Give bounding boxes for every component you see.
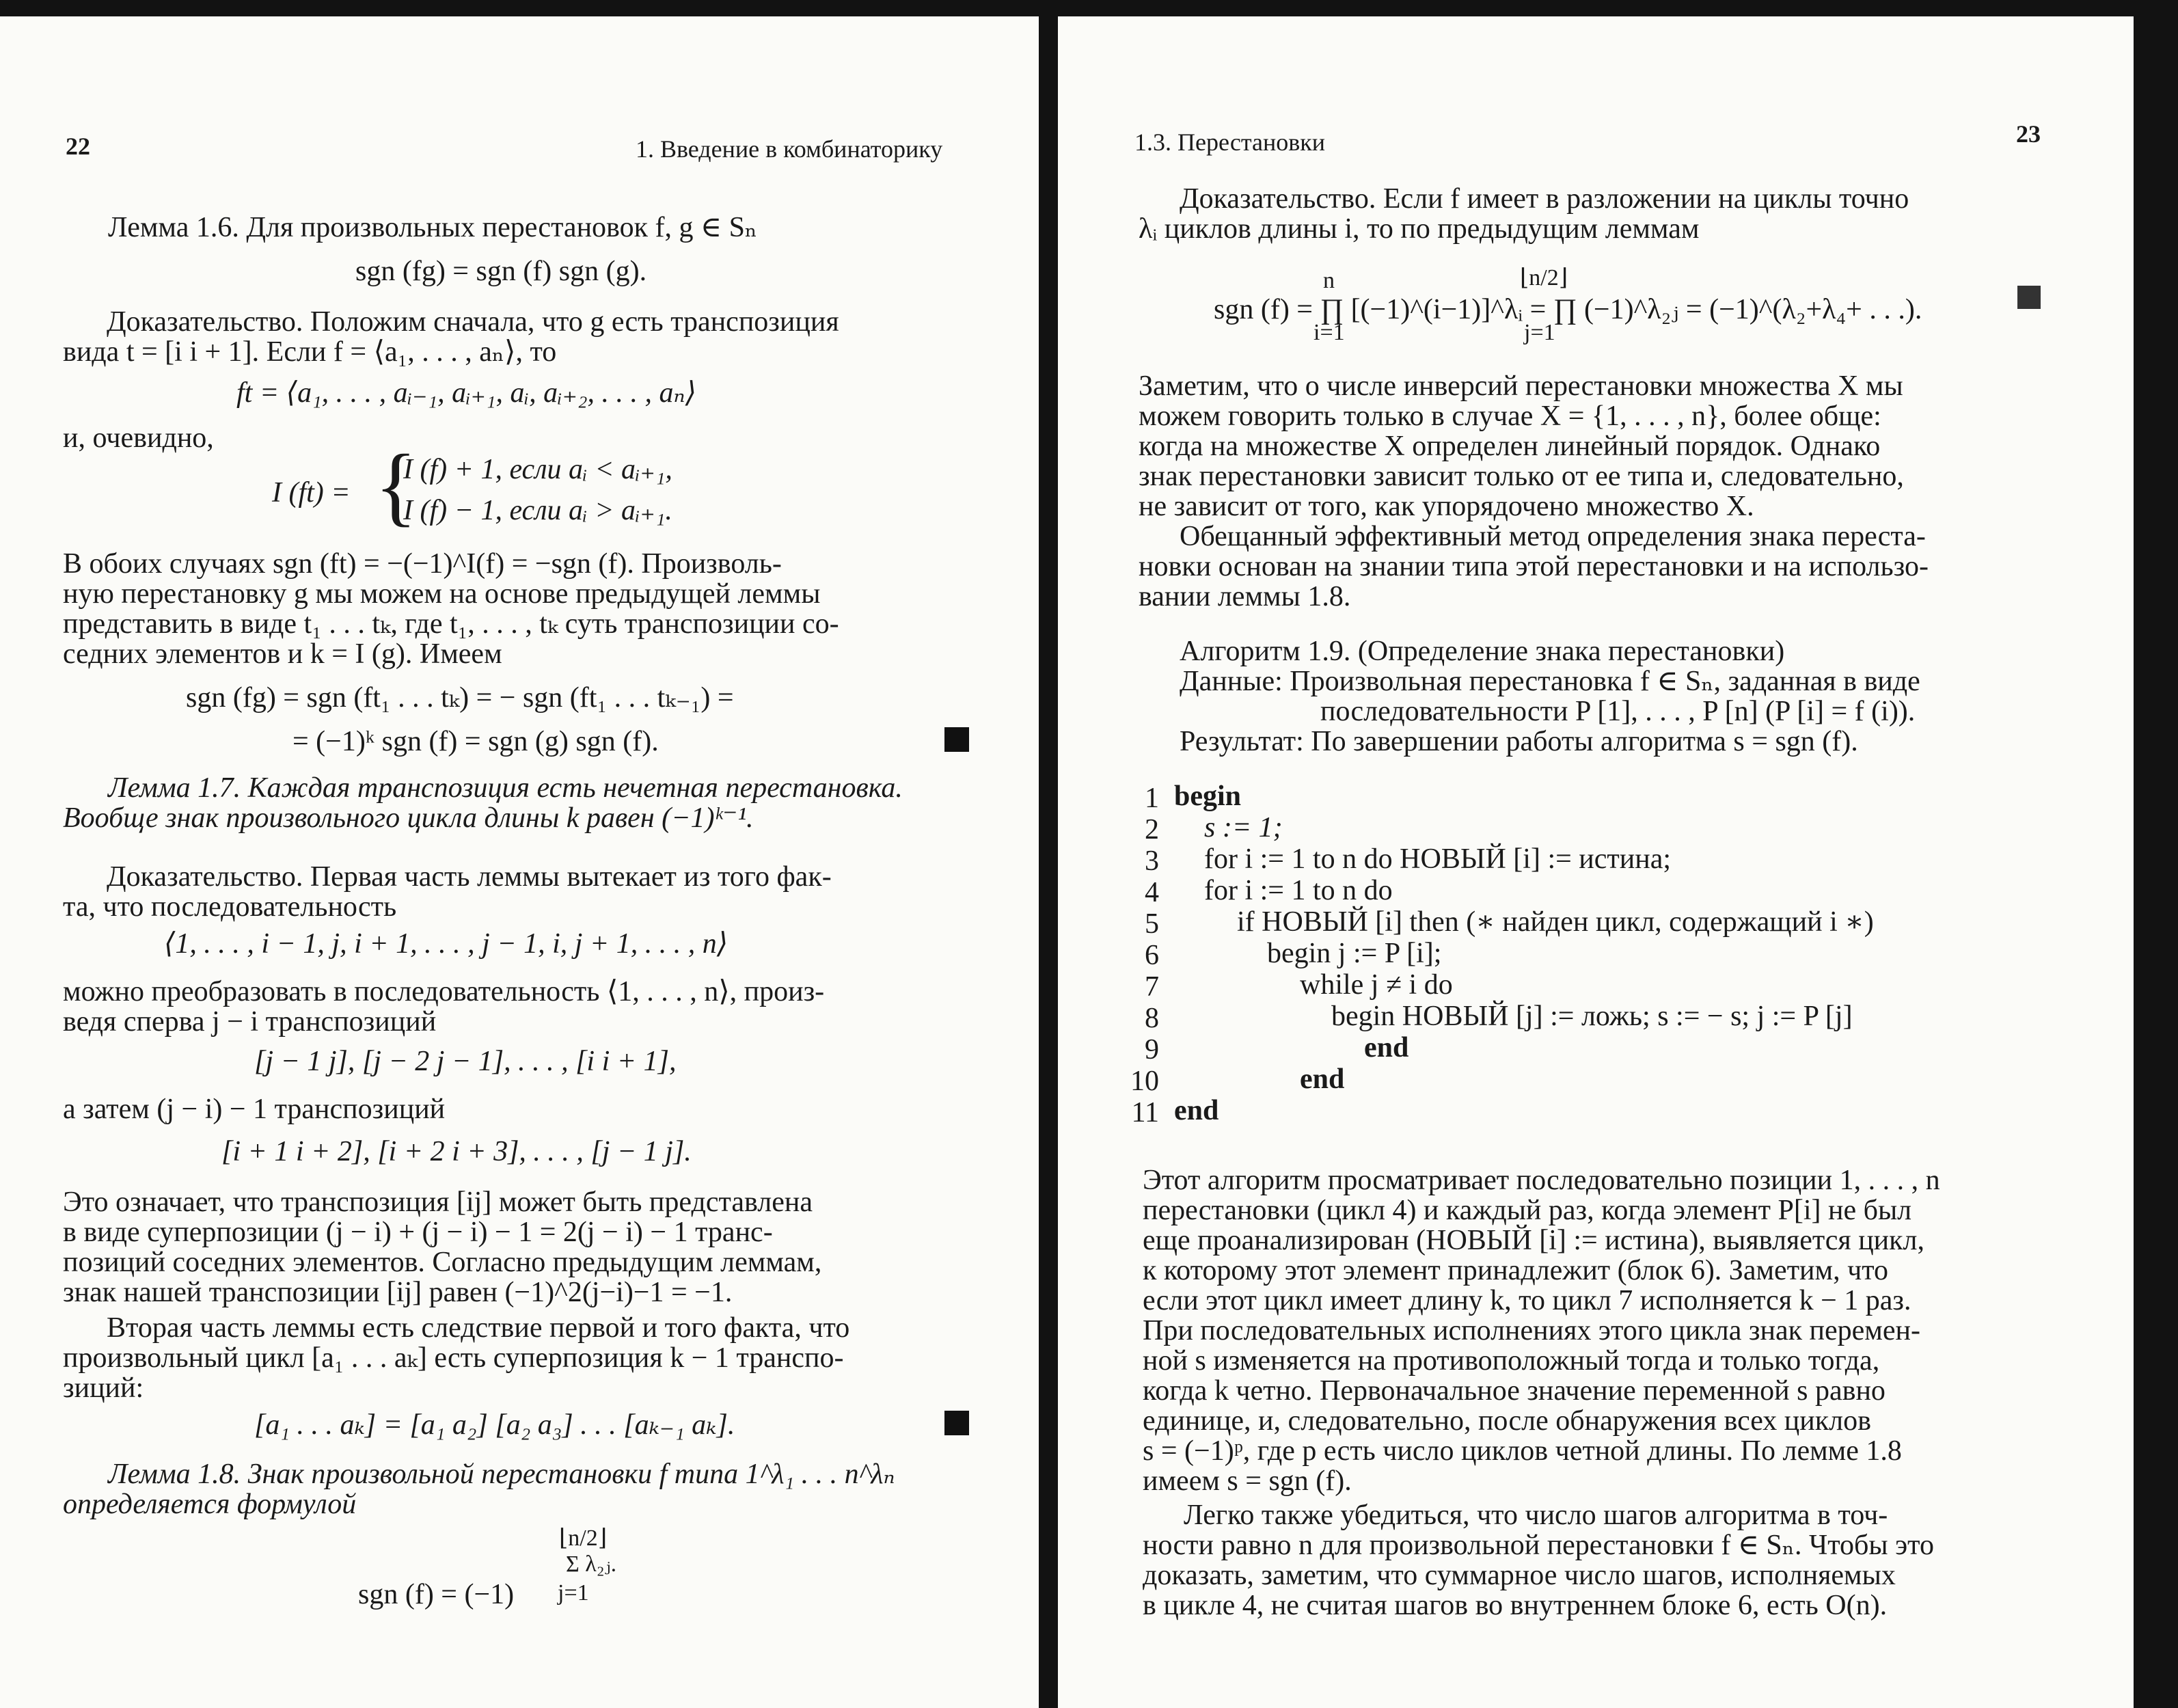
text-line: зиций: <box>63 1372 144 1404</box>
text-line: знак перестановки зависит только от ее типа и, следовательно, <box>1139 461 1904 492</box>
text-line: Вообще знак произвольного цикла длины k равен (−1)ᵏ⁻¹. <box>63 802 754 834</box>
formula: sgn (fg) = sgn (f) sgn (g). <box>355 256 647 287</box>
formula: = (−1)ᵏ sgn (f) = sgn (g) sgn (f). <box>292 726 659 757</box>
algorithm-input-cont: последовательности P [1], . . . , P [n] (P [i] = f (i)). <box>1320 696 1916 727</box>
algorithm-title: Алгоритм 1.9. (Определение знака перестановки) <box>1180 636 1785 667</box>
page-number: 23 <box>2016 120 2041 148</box>
line-number: 11 <box>1131 1097 1159 1128</box>
algorithm-input: Данные: Произвольная перестановка f ∈ Sₙ, заданная в виде <box>1180 666 1920 697</box>
line-number: 4 <box>1145 877 1159 908</box>
formula: ⟨1, . . . , i − 1, j, i + 1, . . . , j − 1, i, j + 1, . . . , n⟩ <box>164 928 729 960</box>
sum-lower: j=1 <box>558 1580 589 1605</box>
text-line: вании леммы 1.8. <box>1139 581 1351 612</box>
text-line: ведя сперва j − i транспозиций <box>63 1006 437 1038</box>
code-line: end <box>1300 1063 1345 1095</box>
text-line: можем говорить только в случае X = {1, . . . , n}, более обще: <box>1139 401 1881 432</box>
text-line: λᵢ циклов длины i, то по предыдущим леммам <box>1139 213 1700 245</box>
formula-case: I (f) − 1, если aᵢ > aᵢ₊₁. <box>403 495 672 526</box>
line-number: 8 <box>1145 1003 1159 1034</box>
line-number: 10 <box>1130 1066 1159 1097</box>
code-line: if НОВЫЙ [i] then (∗ найден цикл, содержащий i ∗) <box>1237 906 1874 938</box>
line-number: 7 <box>1145 971 1159 1003</box>
text-line: перестановки (цикл 4) и каждый раз, когда элемент P[i] не был <box>1143 1195 1912 1226</box>
formula: [a₁ . . . aₖ] = [a₁ a₂] [a₂ a₃] . . . [aₖ₋₁ aₖ]. <box>254 1409 735 1441</box>
qed-mark <box>944 727 969 752</box>
text-line: Это означает, что транспозиция [ij] может быть представлена <box>63 1187 813 1218</box>
qed-mark <box>944 1411 969 1435</box>
prod-lower: j=1 <box>1524 320 1555 345</box>
text-line: Доказательство. Если f имеет в разложении на циклы точно <box>1180 183 1909 215</box>
text-line: вида t = [i i + 1]. Если f = ⟨a₁, . . . , aₙ⟩, то <box>63 336 557 368</box>
line-number: 3 <box>1145 845 1159 877</box>
text-line: Обещанный эффективный метод определения знака переста- <box>1180 521 1926 552</box>
text-line: к которому этот элемент принадлежит (блок 6). Заметим, что <box>1143 1255 1889 1286</box>
text-line: та, что последовательность <box>63 891 397 923</box>
text-line: Заметим, что о числе инверсий перестановки множества X мы <box>1139 370 1903 402</box>
text-line: в цикле 4, не считая шагов во внутреннем блоке 6, есть O(n). <box>1143 1590 1888 1621</box>
text-line: новки основан на знании типа этой перестановки и на использо- <box>1139 551 1929 582</box>
prod-upper: ⌊n/2⌋ <box>1520 265 1568 290</box>
text-line: когда на множестве X определен линейный порядок. Однако <box>1139 431 1881 462</box>
text-line: единице, и, следовательно, после обнаружения всех циклов <box>1143 1405 1871 1437</box>
text-line: ной s изменяется на противоположный тогда и только тогда, <box>1143 1345 1880 1377</box>
formula: sgn (f) = (−1) <box>358 1579 515 1610</box>
code-line: for i := 1 to n do НОВЫЙ [i] := истина; <box>1204 843 1672 875</box>
formula: [i + 1 i + 2], [i + 2 i + 3], . . . , [j − 1 j]. <box>221 1136 692 1167</box>
code-line: s := 1; <box>1204 812 1283 843</box>
text-line: доказать, заметим, что суммарное число шагов, исполняемых <box>1143 1560 1896 1591</box>
lemma-1-6: Лемма 1.6. Для произвольных перестановок f, g ∈ Sₙ <box>108 212 758 243</box>
text-line: s = (−1)ᵖ, где p есть число циклов четной длины. По лемме 1.8 <box>1143 1435 1902 1467</box>
line-number: 2 <box>1145 814 1159 845</box>
sum-upper: ⌊n/2⌋ <box>559 1526 607 1551</box>
line-number: 1 <box>1145 783 1159 814</box>
running-head: 1. Введение в комбинаторику <box>636 135 943 163</box>
text-line: определяется формулой <box>63 1489 357 1520</box>
sum-exponent: Σ λ₂ⱼ. <box>566 1551 617 1577</box>
text-line: если этот цикл имеет длину k, то цикл 7 исполняется k − 1 раз. <box>1143 1285 1911 1316</box>
text-line: представить в виде t₁ . . . tₖ, где t₁, . . . , tₖ суть транспозиции со- <box>63 608 839 640</box>
line-number: 5 <box>1145 908 1159 940</box>
page-number: 22 <box>66 133 90 160</box>
text-line: При последовательных исполнениях этого цикла знак перемен- <box>1143 1315 1920 1346</box>
text-line: позиций соседних элементов. Согласно предыдущим леммам, <box>63 1247 822 1278</box>
lemma-1-7: Лемма 1.7. Каждая транспозиция есть нечетная перестановка. <box>108 772 903 804</box>
text-line: Доказательство. Положим сначала, что g есть транспозиция <box>107 306 839 338</box>
prod-lower: i=1 <box>1313 320 1345 345</box>
text-line: Вторая часть леммы есть следствие первой и того факта, что <box>107 1312 850 1344</box>
right-page <box>1058 16 2134 1708</box>
text-line: знак нашей транспозиции [ij] равен (−1)^2(j−i)−1 = −1. <box>63 1277 733 1308</box>
code-line: end <box>1174 1095 1219 1126</box>
code-line: begin <box>1174 781 1242 812</box>
code-line: begin НОВЫЙ [j] := ложь; s := − s; j := P [j] <box>1331 1001 1853 1032</box>
code-line: while j ≠ i do <box>1300 969 1453 1001</box>
formula-lhs: I (ft) = <box>272 477 351 509</box>
code-line: for i := 1 to n do <box>1204 875 1393 906</box>
line-number: 6 <box>1145 940 1159 971</box>
brace: { <box>375 437 418 535</box>
text-line: имеем s = sgn (f). <box>1143 1465 1352 1497</box>
text-line: Этот алгоритм просматривает последовательно позиции 1, . . . , n <box>1143 1165 1940 1196</box>
text-line: произвольный цикл [a₁ . . . aₖ] есть суперпозиция k − 1 транспо- <box>63 1342 844 1374</box>
formula: [j − 1 j], [j − 2 j − 1], . . . , [i i + 1], <box>254 1046 677 1077</box>
formula: sgn (f) = ∏ [(−1)^(i−1)]^λᵢ = ∏ (−1)^λ₂ⱼ = (−1)^(λ₂+λ₄+ . . .). <box>1214 294 1922 325</box>
text-line: ную перестановку g мы можем на основе предыдущей леммы <box>63 578 821 610</box>
text-line: не зависит от того, как упорядочено множество X. <box>1139 491 1754 522</box>
text-line: в виде суперпозиции (j − i) + (j − i) − 1 = 2(j − i) − 1 транс- <box>63 1217 773 1248</box>
text-line: В обоих случаях sgn (ft) = −(−1)^I(f) = −sgn (f). Произволь- <box>63 548 782 580</box>
text-line: седних элементов и k = I (g). Имеем <box>63 638 502 670</box>
formula-case: I (f) + 1, если aᵢ < aᵢ₊₁, <box>403 454 672 485</box>
text-line: а затем (j − i) − 1 транспозиций <box>63 1094 446 1125</box>
text-line: Легко также убедиться, что число шагов алгоритма в точ- <box>1184 1500 1888 1531</box>
qed-mark <box>2017 286 2041 309</box>
algorithm-output: Результат: По завершении работы алгоритма s = sgn (f). <box>1180 726 1858 757</box>
left-page <box>0 16 1039 1708</box>
code-line: begin j := P [i]; <box>1267 938 1442 969</box>
text-line: ности равно n для произвольной перестановки f ∈ Sₙ. Чтобы это <box>1143 1530 1934 1561</box>
formula: sgn (fg) = sgn (ft₁ . . . tₖ) = − sgn (ft₁ . . . tₖ₋₁) = <box>186 682 734 714</box>
line-number: 9 <box>1145 1034 1159 1066</box>
lemma-1-8: Лемма 1.8. Знак произвольной перестановки f типа 1^λ₁ . . . n^λₙ <box>108 1459 895 1490</box>
text-line: когда k четно. Первоначальное значение переменной s равно <box>1143 1375 1886 1407</box>
prod-upper: n <box>1323 268 1335 293</box>
formula: ft = ⟨a₁, . . . , aᵢ₋₁, aᵢ₊₁, aᵢ, aᵢ₊₂, . . . , aₙ⟩ <box>236 377 696 409</box>
running-head: 1.3. Перестановки <box>1134 128 1325 156</box>
text-line: еще проанализирован (НОВЫЙ [i] := истина), выявляется цикл, <box>1143 1225 1925 1256</box>
text-line: Доказательство. Первая часть леммы вытекает из того фак- <box>107 861 832 893</box>
text-line: и, очевидно, <box>63 422 214 454</box>
text-line: можно преобразовать в последовательность ⟨1, . . . , n⟩, произ- <box>63 976 825 1007</box>
code-line: end <box>1364 1032 1409 1063</box>
